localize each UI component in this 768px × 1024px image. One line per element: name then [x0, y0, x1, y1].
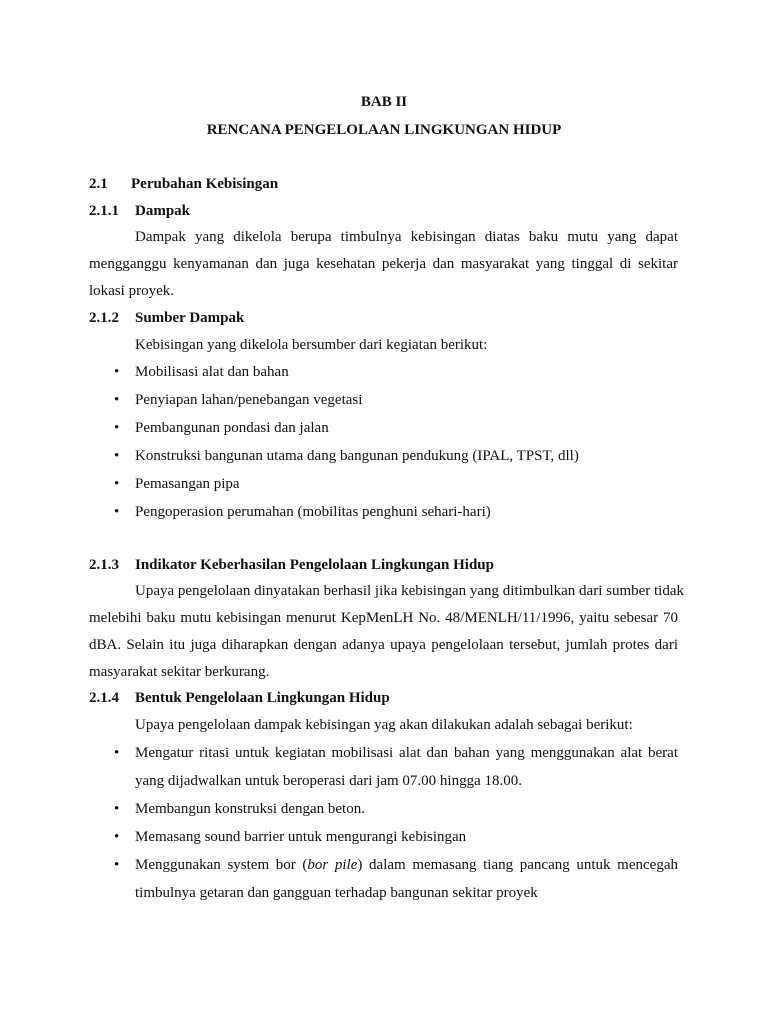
paragraph-text: Upaya pengelolaan dampak kebisingan yag akan dilakukan adalah sebagai berikut: [135, 717, 633, 733]
section-title: Dampak [135, 203, 191, 219]
bullet-icon [114, 855, 119, 875]
section-number: 2.1.3 [89, 557, 119, 573]
section-title: Perubahan Kebisingan [131, 176, 279, 192]
section-number: 2.1.2 [89, 310, 119, 326]
paragraph-text: Upaya pengelolaan dinyatakan berhasil jika kebisingan yang ditimbulkan dari sumber tidak [135, 583, 685, 599]
chapter-title: RENCANA PENGELOLAAN LINGKUNGAN HIDUP [206, 122, 562, 138]
chapter-heading: BAB II [360, 94, 408, 110]
italic-term: bor pile [307, 857, 358, 873]
section-number: 2.1.4 [89, 690, 119, 706]
bullet-icon [114, 474, 119, 494]
paragraph-text: mengganggu kenyamanan dan juga kesehatan pekerja dan masyarakat yang tinggal di sekitar [89, 256, 678, 272]
list-item-text: Pemasangan pipa [135, 476, 240, 492]
list-item-text: Penyiapan lahan/penebangan vegetasi [135, 392, 363, 408]
bullet-icon [114, 418, 119, 438]
bullet-icon [114, 362, 119, 382]
paragraph-text: melebihi baku mutu kebisingan menurut KepMenLH No. 48/MENLH/11/1996, yaitu sebesar 70 [89, 610, 678, 626]
paragraph-text: Kebisingan yang dikelola bersumber dari kegiatan berikut: [135, 337, 488, 353]
section-number: 2.1 [89, 176, 108, 192]
list-item-text: Pembangunan pondasi dan jalan [135, 420, 329, 436]
bullet-icon [114, 799, 119, 819]
paragraph-text: masyarakat sekitar berkurang. [89, 664, 270, 680]
list-item-text: timbulnya getaran dan gangguan terhadap bangunan sekitar proyek [135, 885, 538, 901]
list-item-text: Mobilisasi alat dan bahan [135, 364, 289, 380]
list-item-text: Memasang sound barrier untuk mengurangi kebisingan [135, 829, 467, 845]
list-item-text: Membangun konstruksi dengan beton. [135, 801, 365, 817]
bullet-icon [114, 743, 119, 763]
paragraph-text: dBA. Selain itu juga diharapkan dengan adanya upaya pengelolaan tersebut, jumlah protes dari [89, 637, 678, 653]
list-item-text [135, 855, 678, 875]
paragraph-text: Dampak yang dikelola berupa timbulnya kebisingan diatas baku mutu yang dapat [135, 229, 678, 245]
list-item-text: yang dijadwalkan untuk beroperasi dari jam 07.00 hingga 18.00. [135, 773, 522, 789]
text-run: Menggunakan system bor ( [135, 857, 308, 873]
list-item-text: Mengatur ritasi untuk kegiatan mobilisasi alat dan bahan yang menggunakan alat berat [135, 745, 678, 761]
bullet-icon [114, 827, 119, 847]
section-title: Bentuk Pengelolaan Lingkungan Hidup [135, 690, 390, 706]
section-title: Sumber Dampak [135, 310, 245, 326]
bullet-icon [114, 446, 119, 466]
bullet-icon [114, 502, 119, 522]
list-item-text: Konstruksi bangunan utama dang bangunan pendukung (IPAL, TPST, dll) [135, 448, 579, 464]
bullet-icon [114, 390, 119, 410]
section-title: Indikator Keberhasilan Pengelolaan Lingkungan Hidup [135, 557, 494, 573]
paragraph-text: lokasi proyek. [89, 283, 174, 299]
section-number: 2.1.1 [89, 203, 119, 219]
list-item-text: Pengoperasion perumahan (mobilitas penghuni sehari-hari) [135, 504, 491, 520]
text-run: ) dalam memasang tiang pancang untuk mencegah [357, 857, 678, 873]
